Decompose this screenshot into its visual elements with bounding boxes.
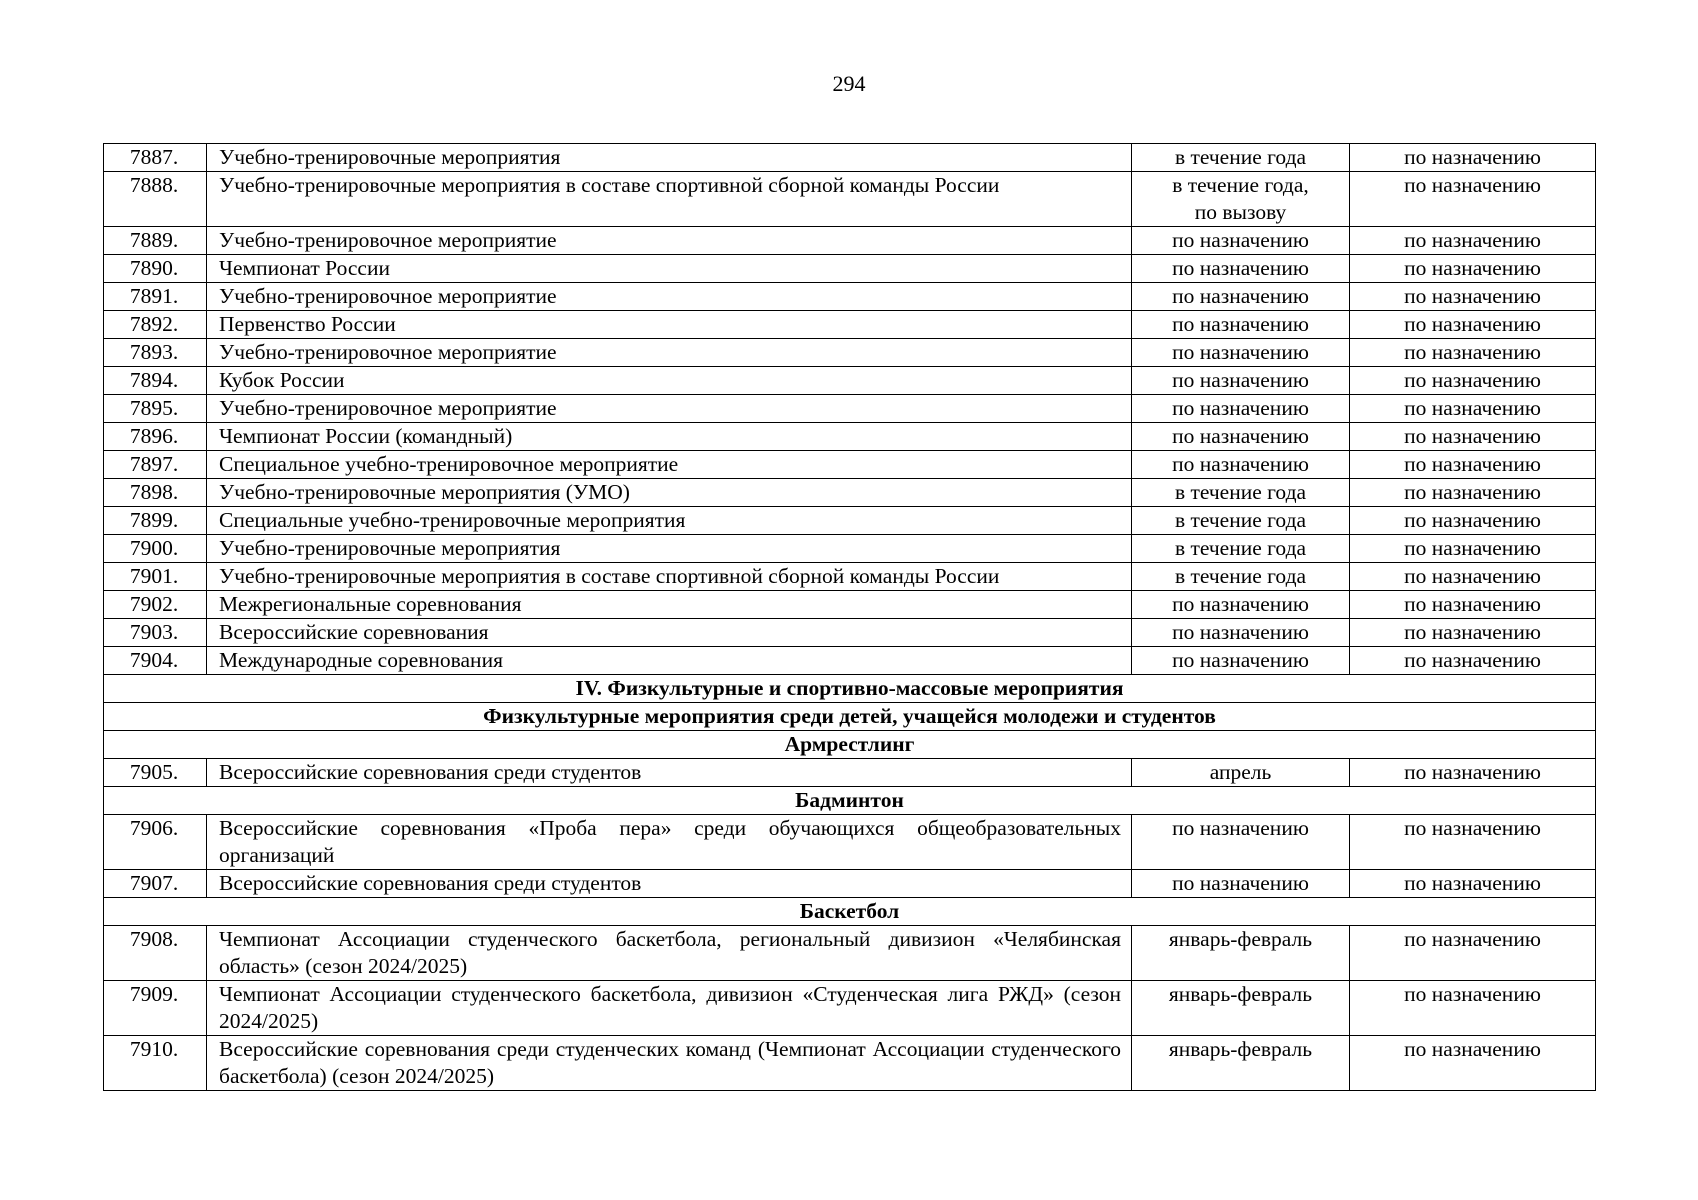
- table-row: [104, 591, 1596, 619]
- event-date: в течение года: [1132, 479, 1350, 507]
- row-number: 7890.: [104, 255, 207, 283]
- event-place: по назначению: [1350, 507, 1596, 535]
- event-name: Всероссийские соревнования среди студенческих команд (Чемпионат Ассоциации студенческого баскетбола) (сезон 2024/2025): [207, 1036, 1132, 1091]
- event-place: по назначению: [1350, 1036, 1596, 1091]
- event-name: Межрегиональные соревнования: [207, 591, 1132, 619]
- event-place: по назначению: [1350, 815, 1596, 870]
- row-number: 7889.: [104, 227, 207, 255]
- sport-heading-badminton: Бадминтон: [104, 787, 1596, 815]
- event-name: Учебно-тренировочные мероприятия в составе спортивной сборной команды России: [207, 172, 1132, 227]
- event-date: по назначению: [1132, 367, 1350, 395]
- section-heading-row: [104, 675, 1596, 703]
- event-date: в течение года: [1132, 535, 1350, 563]
- event-name: Чемпионат России: [207, 255, 1132, 283]
- event-name: Специальное учебно-тренировочное мероприятие: [207, 451, 1132, 479]
- table-row: [104, 339, 1596, 367]
- row-number: 7892.: [104, 311, 207, 339]
- event-place: по назначению: [1350, 395, 1596, 423]
- table-row: [104, 423, 1596, 451]
- table-row: [104, 395, 1596, 423]
- table-row: [104, 507, 1596, 535]
- sport-heading-row: [104, 731, 1596, 759]
- event-place: по назначению: [1350, 479, 1596, 507]
- event-name: Кубок России: [207, 367, 1132, 395]
- row-number: 7902.: [104, 591, 207, 619]
- row-number: 7896.: [104, 423, 207, 451]
- event-date: по назначению: [1132, 395, 1350, 423]
- event-date: по назначению: [1132, 311, 1350, 339]
- event-name: Чемпионат Ассоциации студенческого баскетбола, дивизион «Студенческая лига РЖД» (сезон 2024/2025): [207, 981, 1132, 1036]
- row-number: 7910.: [104, 1036, 207, 1091]
- event-place: по назначению: [1350, 227, 1596, 255]
- event-place: по назначению: [1350, 423, 1596, 451]
- event-date: январь-февраль: [1132, 1036, 1350, 1091]
- event-place: по назначению: [1350, 591, 1596, 619]
- event-place: по назначению: [1350, 759, 1596, 787]
- event-date: по назначению: [1132, 255, 1350, 283]
- row-number: 7897.: [104, 451, 207, 479]
- event-place: по назначению: [1350, 339, 1596, 367]
- event-name: Всероссийские соревнования «Проба пера» среди обучающихся общеобразовательных организаций: [207, 815, 1132, 870]
- event-place: по назначению: [1350, 255, 1596, 283]
- row-number: 7909.: [104, 981, 207, 1036]
- event-place: по назначению: [1350, 563, 1596, 591]
- event-date: январь-февраль: [1132, 981, 1350, 1036]
- event-date: по назначению: [1132, 227, 1350, 255]
- event-name: Учебно-тренировочные мероприятия (УМО): [207, 479, 1132, 507]
- event-name: Международные соревнования: [207, 647, 1132, 675]
- row-number: 7901.: [104, 563, 207, 591]
- event-place: по назначению: [1350, 535, 1596, 563]
- event-place: по назначению: [1350, 172, 1596, 227]
- table-row: [104, 759, 1596, 787]
- event-date: по назначению: [1132, 870, 1350, 898]
- table-row: [104, 563, 1596, 591]
- event-date-line: в течение года,: [1172, 173, 1309, 197]
- event-place: по назначению: [1350, 311, 1596, 339]
- table-row: [104, 479, 1596, 507]
- event-name: Учебно-тренировочные мероприятия: [207, 144, 1132, 172]
- event-date: по назначению: [1132, 451, 1350, 479]
- event-name: Всероссийские соревнования среди студентов: [207, 870, 1132, 898]
- event-name: Учебно-тренировочные мероприятия в составе спортивной сборной команды России: [207, 563, 1132, 591]
- event-place: по назначению: [1350, 926, 1596, 981]
- table-row: [104, 926, 1596, 981]
- event-date: [1132, 172, 1350, 227]
- event-place: по назначению: [1350, 981, 1596, 1036]
- table-row: [104, 981, 1596, 1036]
- event-name: Чемпионат Ассоциации студенческого баскетбола, региональный дивизион «Челябинская область» (сезон 2024/2025): [207, 926, 1132, 981]
- event-name: Всероссийские соревнования: [207, 619, 1132, 647]
- events-table: [103, 143, 1596, 1091]
- page-number: 294: [832, 71, 866, 96]
- row-number: 7904.: [104, 647, 207, 675]
- row-number: 7891.: [104, 283, 207, 311]
- table-row: [104, 1036, 1596, 1091]
- row-number: 7908.: [104, 926, 207, 981]
- sport-heading-armwrestling: Армрестлинг: [104, 731, 1596, 759]
- table-row: [104, 367, 1596, 395]
- event-date: в течение года: [1132, 563, 1350, 591]
- event-date: по назначению: [1132, 339, 1350, 367]
- event-date: по назначению: [1132, 647, 1350, 675]
- event-place: по назначению: [1350, 367, 1596, 395]
- event-name: Учебно-тренировочное мероприятие: [207, 395, 1132, 423]
- row-number: 7888.: [104, 172, 207, 227]
- event-place: по назначению: [1350, 451, 1596, 479]
- row-number: 7893.: [104, 339, 207, 367]
- table-row: [104, 451, 1596, 479]
- event-place: по назначению: [1350, 283, 1596, 311]
- table-row: [104, 227, 1596, 255]
- section-heading: IV. Физкультурные и спортивно-массовые мероприятия: [104, 675, 1596, 703]
- row-number: 7903.: [104, 619, 207, 647]
- subsection-heading: Физкультурные мероприятия среди детей, учащейся молодежи и студентов: [104, 703, 1596, 731]
- event-date: апрель: [1132, 759, 1350, 787]
- event-date: в течение года: [1132, 144, 1350, 172]
- event-name: Учебно-тренировочные мероприятия: [207, 535, 1132, 563]
- event-place: по назначению: [1350, 647, 1596, 675]
- row-number: 7907.: [104, 870, 207, 898]
- event-name: Первенство России: [207, 311, 1132, 339]
- sport-heading-basketball: Баскетбол: [104, 898, 1596, 926]
- event-date: по назначению: [1132, 591, 1350, 619]
- table-row: [104, 619, 1596, 647]
- event-date: по назначению: [1132, 283, 1350, 311]
- sport-heading-row: [104, 787, 1596, 815]
- table-row: [104, 255, 1596, 283]
- table-row: [104, 172, 1596, 227]
- row-number: 7905.: [104, 759, 207, 787]
- event-name: Чемпионат России (командный): [207, 423, 1132, 451]
- sport-heading-row: [104, 898, 1596, 926]
- event-place: по назначению: [1350, 619, 1596, 647]
- table-row: [104, 535, 1596, 563]
- row-number: 7894.: [104, 367, 207, 395]
- event-name: Специальные учебно-тренировочные мероприятия: [207, 507, 1132, 535]
- event-place: по назначению: [1350, 870, 1596, 898]
- table-row: [104, 647, 1596, 675]
- event-name: Учебно-тренировочное мероприятие: [207, 227, 1132, 255]
- event-name: Учебно-тренировочное мероприятие: [207, 339, 1132, 367]
- event-name: Всероссийские соревнования среди студентов: [207, 759, 1132, 787]
- event-date: по назначению: [1132, 619, 1350, 647]
- event-date: по назначению: [1132, 815, 1350, 870]
- event-date-line: по вызову: [1194, 200, 1287, 224]
- table-row: [104, 870, 1596, 898]
- row-number: 7895.: [104, 395, 207, 423]
- subsection-heading-row: [104, 703, 1596, 731]
- event-name: Учебно-тренировочное мероприятие: [207, 283, 1132, 311]
- table-row: [104, 311, 1596, 339]
- event-date: в течение года: [1132, 507, 1350, 535]
- event-date: январь-февраль: [1132, 926, 1350, 981]
- row-number: 7887.: [104, 144, 207, 172]
- event-date: по назначению: [1132, 423, 1350, 451]
- table-row: [104, 815, 1596, 870]
- row-number: 7906.: [104, 815, 207, 870]
- row-number: 7900.: [104, 535, 207, 563]
- event-place: по назначению: [1350, 144, 1596, 172]
- table-row: [104, 144, 1596, 172]
- row-number: 7899.: [104, 507, 207, 535]
- events-table-container: [103, 143, 1595, 1091]
- table-row: [104, 283, 1596, 311]
- row-number: 7898.: [104, 479, 207, 507]
